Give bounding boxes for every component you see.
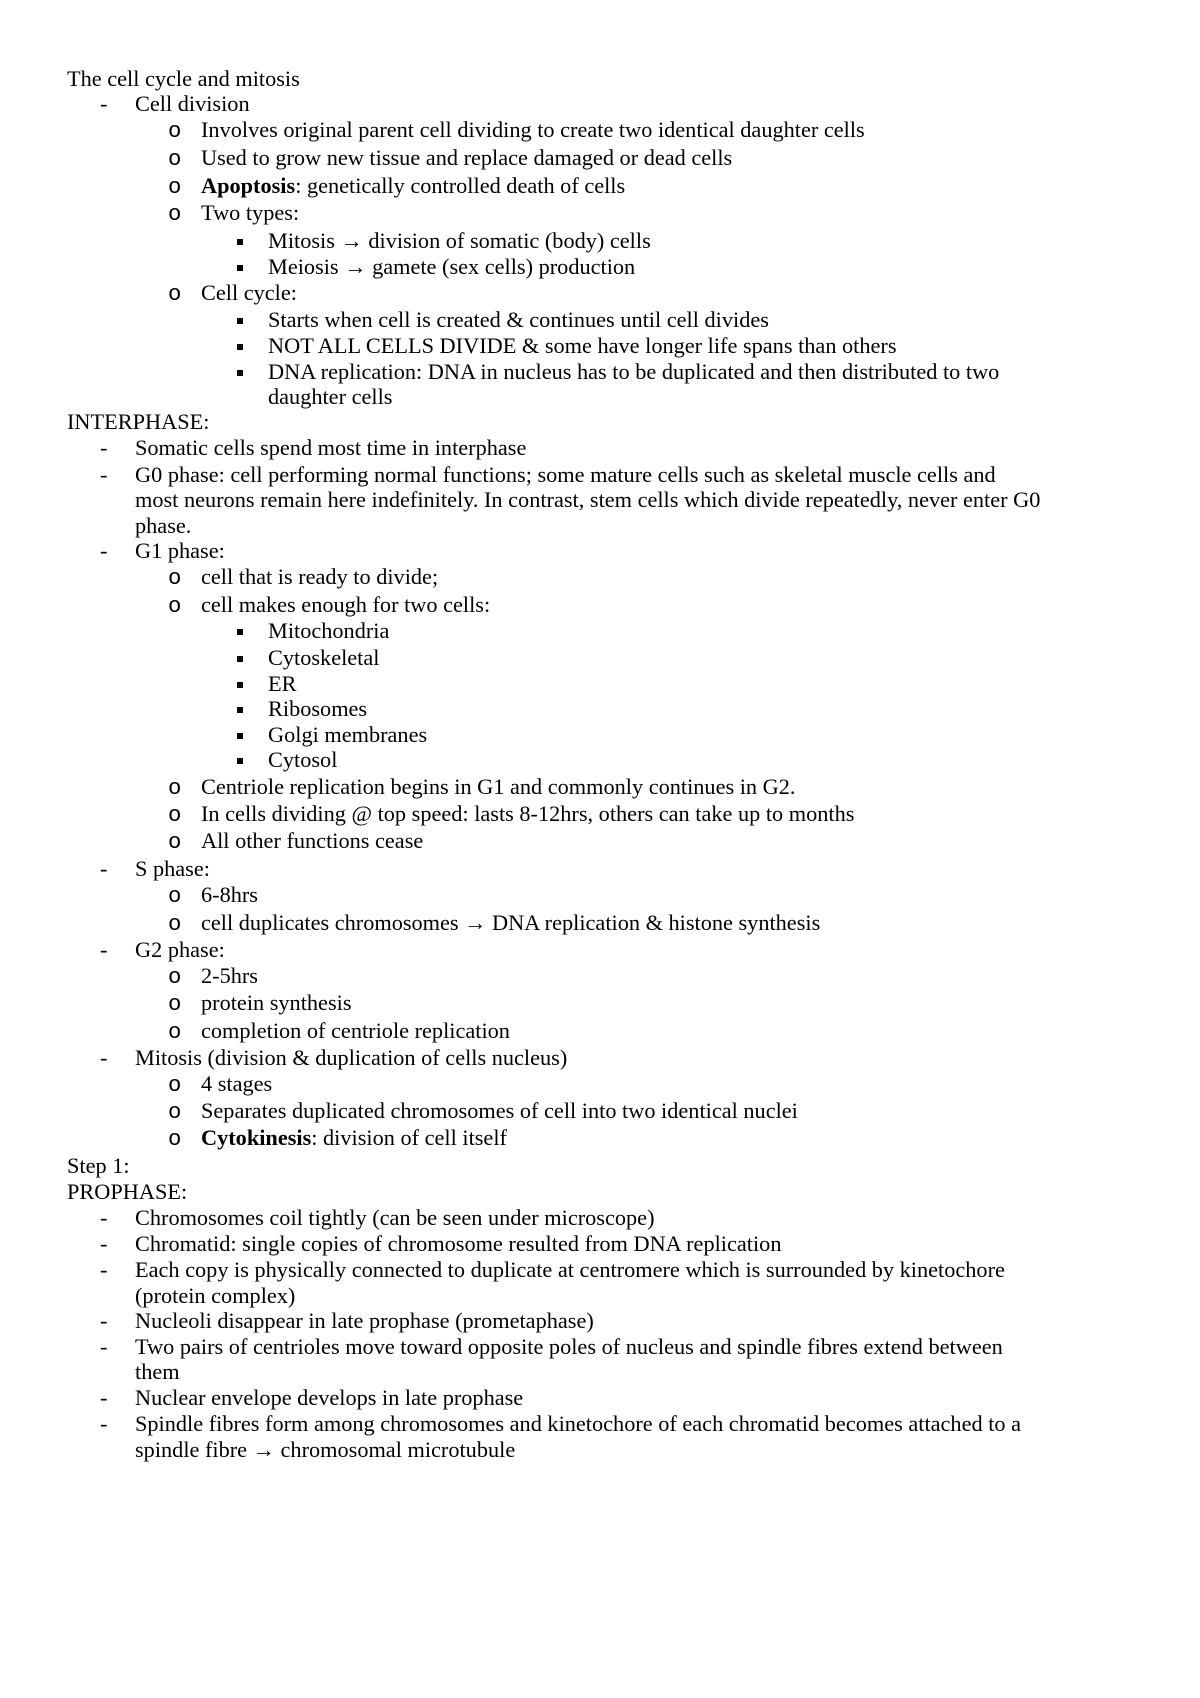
sub-list-item: o Centriole replication begins in G1 and commonly continues in G2. — [201, 774, 795, 800]
list-item: - Nucleoli disappear in late prophase (prometaphase) — [135, 1308, 594, 1334]
list-item-label: - G1 phase: — [135, 538, 225, 564]
arrow-symbol: → — [340, 228, 363, 253]
sub-list-item-label: o cell makes enough for two cells: — [201, 592, 490, 618]
list-item-line: - Two pairs of centrioles move toward opposite poles of nucleus and spindle fibres extend between — [135, 1334, 1003, 1360]
sub-list-item-cytokinesis — [201, 1125, 507, 1151]
document-title: The cell cycle and mitosis — [67, 66, 300, 91]
organelle-item: Cytosol — [268, 747, 338, 772]
section-heading-interphase: INTERPHASE: — [67, 409, 210, 434]
list-item-line: - G0 phase: cell performing normal functions; some mature cells such as skeletal muscle cells and — [135, 462, 996, 488]
sub-list-item: Meiosis → gamete (sex cells) production — [268, 254, 636, 279]
sub-list-item: o cell that is ready to divide; — [201, 564, 438, 590]
section-heading-prophase: PROPHASE: — [67, 1179, 188, 1204]
cell-division-label: - Cell division — [135, 91, 250, 117]
sub-list-item: o In cells dividing @ top speed: lasts 8-12hrs, others can take up to months — [201, 801, 854, 827]
sub-list-item: Starts when cell is created & continues until cell divides — [268, 307, 769, 332]
organelle-item: ER — [268, 671, 297, 696]
list-item: - Chromatid: single copies of chromosome resulted from DNA replication — [135, 1231, 781, 1257]
sub-list-item: o 6-8hrs — [201, 882, 258, 908]
sub-list-item: o All other functions cease — [201, 828, 423, 854]
list-item-line: spindle fibre → chromosomal microtubule — [135, 1437, 516, 1462]
sub-list-item: o protein synthesis — [201, 990, 352, 1016]
list-item-line: - Each copy is physically connected to duplicate at centromere which is surrounded by kinetochore — [135, 1257, 1005, 1283]
sub-list-item: o Separates duplicated chromosomes of cell into two identical nuclei — [201, 1098, 798, 1124]
sub-list-item-line: daughter cells — [268, 384, 393, 409]
list-item-label: - G2 phase: — [135, 937, 225, 963]
list-item-line: - Spindle fibres form among chromosomes and kinetochore of each chromatid becomes attached to a — [135, 1411, 1021, 1437]
list-item-line: phase. — [135, 513, 192, 538]
sub-list-item: NOT ALL CELLS DIVIDE & some have longer life spans than others — [268, 333, 897, 358]
organelle-item: Mitochondria — [268, 618, 390, 643]
key-term: Apoptosis — [201, 173, 296, 198]
step-label: Step 1: — [67, 1153, 130, 1178]
sub-list-item: o completion of centriole replication — [201, 1018, 510, 1044]
list-item: o Used to grow new tissue and replace damaged or dead cells — [201, 145, 732, 171]
sub-list-item: o 4 stages — [201, 1071, 272, 1097]
organelle-item: Cytoskeletal — [268, 645, 380, 670]
arrow-symbol: → — [252, 1437, 275, 1462]
list-item-label: o Two types: — [201, 200, 299, 226]
sub-list-item: o 2-5hrs — [201, 963, 258, 989]
key-term: Cytokinesis — [201, 1125, 312, 1150]
list-item-line: (protein complex) — [135, 1283, 296, 1308]
sub-list-item: Mitosis → division of somatic (body) cells — [268, 228, 651, 253]
sub-list-item: o cell duplicates chromosomes → DNA replication & histone synthesis — [201, 910, 820, 936]
list-item: - Somatic cells spend most time in interphase — [135, 435, 526, 461]
list-item-line: them — [135, 1359, 180, 1384]
list-item: - Nuclear envelope develops in late prophase — [135, 1385, 523, 1411]
organelle-item: Ribosomes — [268, 696, 368, 721]
list-item-apoptosis — [201, 173, 625, 199]
list-item-label: - Mitosis (division & duplication of cells nucleus) — [135, 1045, 567, 1071]
list-item: o Involves original parent cell dividing to create two identical daughter cells — [201, 117, 865, 143]
list-item-label: - S phase: — [135, 856, 210, 882]
sub-list-item-line: DNA replication: DNA in nucleus has to be duplicated and then distributed to two — [268, 359, 1000, 384]
arrow-symbol: → — [464, 910, 487, 935]
term-definition: : genetically controlled death of cells — [295, 173, 626, 198]
term-definition: : division of cell itself — [311, 1125, 507, 1150]
list-item-line: most neurons remain here indefinitely. In contrast, stem cells which divide repeatedly, never enter G0 — [135, 487, 1041, 512]
list-item-label: o Cell cycle: — [201, 280, 297, 306]
organelle-item: Golgi membranes — [268, 722, 428, 747]
list-item: - Chromosomes coil tightly (can be seen under microscope) — [135, 1205, 655, 1231]
arrow-symbol: → — [344, 254, 367, 279]
